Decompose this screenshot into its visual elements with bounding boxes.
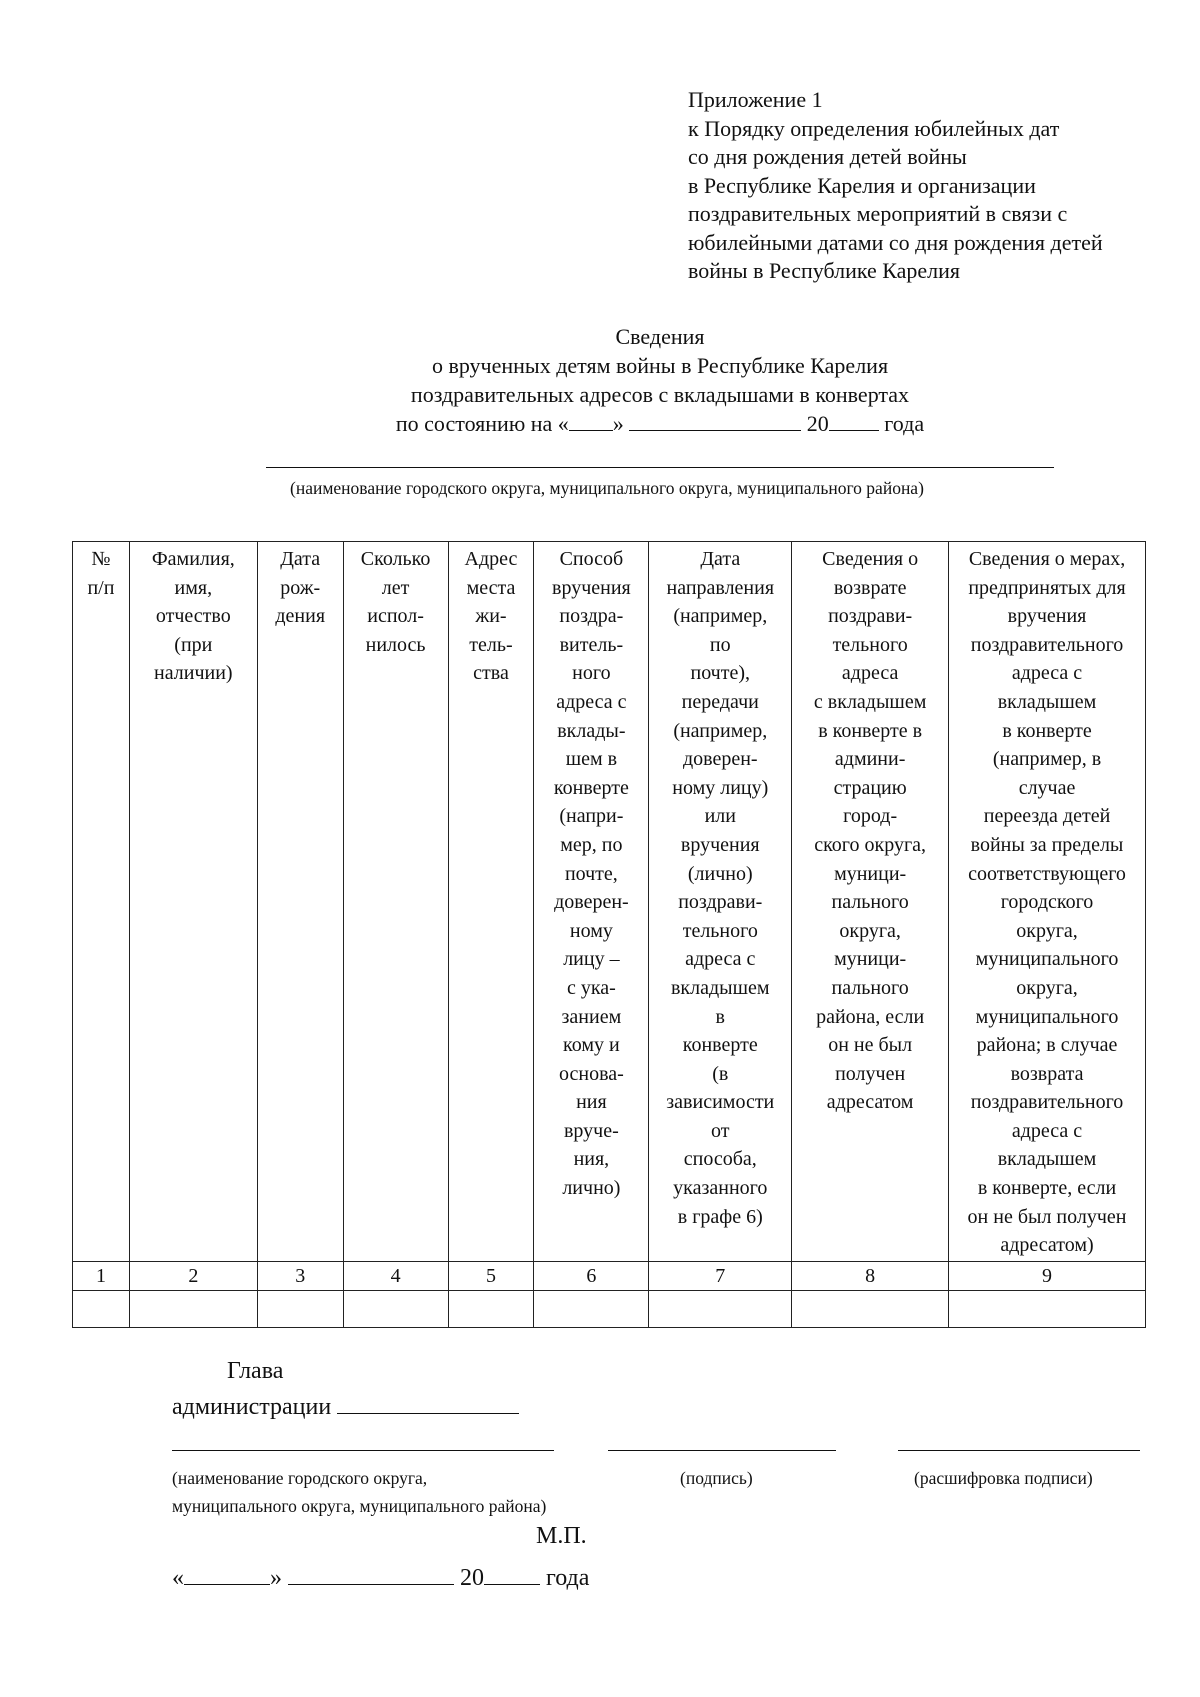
header-text-line: (при bbox=[174, 633, 213, 656]
header-text-line: конверте bbox=[553, 776, 629, 799]
header-text-line: ния, bbox=[573, 1148, 610, 1171]
head-label: Глава bbox=[227, 1358, 284, 1384]
header-text-line: предпринятых для bbox=[968, 576, 1126, 599]
header-text-line: с ука- bbox=[566, 976, 616, 999]
header-text-line: адреса с bbox=[1011, 1119, 1083, 1142]
column-header-4 bbox=[343, 542, 448, 1262]
column-number: 4 bbox=[343, 1262, 448, 1291]
header-text-line: переезда детей bbox=[983, 805, 1111, 828]
decoding-line[interactable] bbox=[898, 1450, 1140, 1451]
header-text-line: вклады- bbox=[557, 719, 626, 742]
title-line-3: поздравительных адресов с вкладышами в конвертах bbox=[410, 382, 910, 407]
table-cell[interactable] bbox=[343, 1291, 448, 1328]
header-text-line: или bbox=[704, 805, 736, 828]
header-text-line: муници- bbox=[834, 948, 907, 971]
municipality-signature-line[interactable] bbox=[172, 1450, 554, 1451]
date-century: 20 bbox=[806, 411, 829, 436]
header-text-line: № bbox=[91, 548, 111, 570]
header-text-line: поздрави- bbox=[678, 891, 763, 914]
column-number: 5 bbox=[448, 1262, 534, 1291]
column-header-5 bbox=[448, 542, 534, 1262]
header-text-line: ному bbox=[569, 919, 613, 942]
header-text-line: занием bbox=[561, 1005, 622, 1028]
header-text-line: возврата bbox=[1010, 1062, 1084, 1085]
header-text-line: ния bbox=[576, 1091, 607, 1114]
header-text-line: рож- bbox=[280, 576, 321, 599]
title-line-4 bbox=[0, 409, 1200, 438]
municipality-line[interactable] bbox=[266, 467, 1054, 468]
header-text-line: (в bbox=[712, 1062, 729, 1085]
sig-year-blank[interactable] bbox=[484, 1562, 540, 1585]
header-text-line: возврате bbox=[833, 576, 907, 599]
sig-month-blank[interactable] bbox=[288, 1562, 454, 1585]
header-text-line: почте, bbox=[564, 862, 618, 885]
header-text-line: отчество bbox=[155, 605, 231, 628]
header-text-line: (лично) bbox=[687, 862, 753, 885]
sig-day-blank[interactable] bbox=[184, 1562, 270, 1585]
column-number: 1 bbox=[73, 1262, 130, 1291]
header-text-line: он не был получен bbox=[967, 1205, 1127, 1228]
date-mid-1: » bbox=[612, 411, 624, 436]
decoding-caption: (расшифровка подписи) bbox=[914, 1468, 1093, 1488]
header-text-line: лицу – bbox=[563, 948, 620, 971]
header-text-line: адреса с bbox=[556, 690, 627, 713]
year-blank[interactable] bbox=[829, 410, 879, 431]
column-number-row bbox=[73, 1262, 1146, 1291]
signature-date bbox=[172, 1562, 589, 1592]
appendix-line: к Порядку определения юбилейных дат bbox=[688, 115, 1060, 141]
header-text-line: способа, bbox=[683, 1148, 757, 1171]
header-text-line: случае bbox=[1018, 776, 1076, 799]
sig-date-suffix: года bbox=[546, 1565, 590, 1591]
header-text-line: админи- bbox=[834, 748, 906, 771]
header-text-line: лично) bbox=[562, 1177, 621, 1200]
sig-date-century: 20 bbox=[460, 1565, 484, 1591]
appendix-block bbox=[688, 86, 1103, 286]
header-text-line: нилось bbox=[365, 633, 426, 656]
header-text-line: муници- bbox=[834, 862, 907, 885]
header-text-line: вкладышем bbox=[997, 690, 1097, 713]
signature-caption: (подпись) bbox=[680, 1468, 753, 1488]
header-text-line: поздра- bbox=[559, 605, 624, 628]
header-text-line: адреса с bbox=[685, 948, 756, 971]
sig-date-mid-1: » bbox=[270, 1565, 282, 1591]
title-line-2: о врученных детям войны в Республике Карелия bbox=[431, 353, 889, 378]
header-text-line: адресатом bbox=[826, 1091, 914, 1114]
header-text-line: адреса bbox=[841, 662, 899, 685]
header-text-line: доверен- bbox=[682, 748, 758, 771]
stamp-place: М.П. bbox=[536, 1523, 587, 1549]
header-text-line: шем в bbox=[565, 748, 618, 771]
header-text-line: района, если bbox=[816, 1005, 925, 1028]
header-text-line: Адрес bbox=[464, 548, 518, 570]
header-text-line: он не был bbox=[828, 1034, 913, 1057]
appendix-line: в Республике Карелия и организации bbox=[688, 172, 1036, 198]
header-text-line: округа, bbox=[839, 919, 901, 942]
column-number: 7 bbox=[649, 1262, 792, 1291]
header-text-line: зависимости bbox=[666, 1091, 775, 1114]
appendix-line: со дня рождения детей войны bbox=[688, 144, 967, 169]
table-cell[interactable] bbox=[649, 1291, 792, 1328]
municipality-caption: (наименование городского округа, муниципального округа, муниципального района) bbox=[290, 478, 924, 498]
header-text-line: витель- bbox=[559, 633, 624, 656]
header-text-line: муниципального bbox=[975, 1005, 1119, 1028]
header-text-line: места bbox=[466, 576, 516, 599]
column-header-2 bbox=[129, 542, 257, 1262]
table-cell[interactable] bbox=[448, 1291, 534, 1328]
header-text-line: получен bbox=[835, 1062, 906, 1085]
title-line-1: Сведения bbox=[615, 324, 705, 349]
header-text-line: Сведения о мерах, bbox=[968, 548, 1126, 570]
date-suffix: года bbox=[884, 411, 925, 436]
header-text-line: лет bbox=[381, 576, 410, 599]
appendix-line: войны в Республике Карелия bbox=[688, 258, 961, 283]
header-text-line: адресатом) bbox=[1000, 1234, 1094, 1257]
header-text-line: жи- bbox=[475, 605, 507, 628]
header-text-line: в конверте bbox=[1002, 719, 1092, 742]
column-header-3 bbox=[257, 542, 343, 1262]
table-cell[interactable] bbox=[534, 1291, 649, 1328]
header-text-line: (например, bbox=[673, 605, 768, 628]
header-text-line: в конверте в bbox=[818, 719, 923, 742]
header-text-line: по bbox=[709, 633, 731, 656]
header-text-line: муниципального bbox=[975, 948, 1119, 971]
header-text-line: городского bbox=[1000, 891, 1094, 914]
administration-text: администрации bbox=[172, 1394, 332, 1420]
header-text-line: поздравительного bbox=[970, 633, 1124, 656]
column-number: 6 bbox=[534, 1262, 649, 1291]
header-text-line: соответствующего bbox=[968, 862, 1126, 885]
column-header-1 bbox=[73, 542, 130, 1262]
header-text-line: (например, в bbox=[992, 748, 1102, 771]
header-text-line: войны за пределы bbox=[970, 833, 1124, 856]
header-text-line: тельного bbox=[832, 633, 908, 656]
administration-label bbox=[172, 1391, 519, 1421]
date-prefix: по состоянию на « bbox=[395, 411, 569, 436]
appendix-line: Приложение 1 bbox=[688, 87, 823, 112]
header-text-line: поздравительного bbox=[970, 1091, 1124, 1114]
municipality-caption-2: муниципального округа, муниципального района) bbox=[172, 1496, 547, 1516]
header-text-line: поздрави- bbox=[828, 605, 913, 628]
header-text-line: указанного bbox=[673, 1177, 768, 1200]
header-text-line: округа, bbox=[1016, 976, 1078, 999]
header-text-line: с вкладышем bbox=[813, 690, 927, 713]
column-number: 9 bbox=[949, 1262, 1146, 1291]
header-text-line: наличии) bbox=[154, 662, 233, 685]
sig-date-prefix: « bbox=[172, 1565, 184, 1591]
header-text-line: вкладышем bbox=[997, 1148, 1097, 1171]
header-text-line: передачи bbox=[681, 690, 759, 713]
table-header-row bbox=[73, 542, 1146, 1262]
appendix-line: поздравительных мероприятий в связи с bbox=[688, 201, 1068, 226]
column-header-6 bbox=[534, 542, 649, 1262]
administration-blank[interactable] bbox=[337, 1391, 519, 1414]
header-text-line: страцию bbox=[833, 776, 907, 799]
header-text-line: город- bbox=[843, 805, 898, 828]
header-text-line: адреса с bbox=[1011, 662, 1083, 685]
header-text-line: имя, bbox=[174, 576, 213, 599]
header-text-line: вкладышем bbox=[670, 976, 770, 999]
header-text-line: от bbox=[711, 1119, 730, 1142]
header-text-line: вруче- bbox=[563, 1119, 619, 1142]
header-text-line: вручения bbox=[552, 576, 631, 599]
header-text-line: тель- bbox=[469, 633, 513, 656]
header-text-line: Фамилия, bbox=[151, 548, 235, 570]
header-text-line: в bbox=[715, 1005, 725, 1028]
appendix-line: юбилейными датами со дня рождения детей bbox=[688, 229, 1103, 255]
header-text-line: ному лицу) bbox=[672, 776, 769, 799]
signature-line[interactable] bbox=[608, 1450, 836, 1451]
column-number: 8 bbox=[792, 1262, 949, 1291]
column-number: 3 bbox=[257, 1262, 343, 1291]
month-blank[interactable] bbox=[629, 410, 801, 431]
column-header-8 bbox=[792, 542, 949, 1262]
header-text-line: пального bbox=[831, 891, 909, 914]
header-text-line: вручения bbox=[1007, 605, 1087, 628]
header-text-line: Способ bbox=[559, 548, 624, 570]
document-title bbox=[0, 322, 1200, 438]
header-text-line: п/п bbox=[87, 576, 115, 599]
header-text-line: в конверте, если bbox=[977, 1177, 1117, 1200]
header-text-line: дения bbox=[275, 605, 326, 628]
header-text-line: района; в случае bbox=[976, 1034, 1118, 1057]
header-text-line: тельного bbox=[682, 919, 758, 942]
header-text-line: округа, bbox=[1016, 919, 1078, 942]
column-number: 2 bbox=[129, 1262, 257, 1291]
header-text-line: (напри- bbox=[559, 805, 624, 828]
header-text-line: основа- bbox=[558, 1062, 624, 1085]
header-text-line: Дата bbox=[700, 548, 741, 570]
header-text-line: Дата bbox=[280, 548, 321, 570]
municipality-caption-1: (наименование городского округа, bbox=[172, 1468, 428, 1488]
header-text-line: Сведения о bbox=[822, 548, 919, 570]
column-header-9 bbox=[949, 542, 1146, 1262]
day-blank[interactable] bbox=[569, 410, 613, 431]
header-text-line: почте), bbox=[690, 662, 751, 685]
header-text-line: доверен- bbox=[554, 891, 629, 914]
header-text-line: в графе 6) bbox=[677, 1205, 763, 1228]
header-text-line: направления bbox=[666, 576, 775, 599]
table-cell[interactable] bbox=[129, 1291, 257, 1328]
header-text-line: испол- bbox=[367, 605, 424, 628]
header-text-line: Сколько bbox=[360, 548, 431, 570]
header-text-line: ного bbox=[572, 662, 611, 685]
header-text-line: кому и bbox=[563, 1034, 620, 1057]
table-cell[interactable] bbox=[73, 1291, 130, 1328]
header-text-line: (например, bbox=[673, 719, 768, 742]
header-text-line: ства bbox=[473, 662, 509, 685]
data-table bbox=[72, 541, 1146, 1328]
table-cell[interactable] bbox=[949, 1291, 1146, 1328]
table-cell[interactable] bbox=[257, 1291, 343, 1328]
header-text-line: мер, по bbox=[560, 833, 623, 856]
table-cell[interactable] bbox=[792, 1291, 949, 1328]
table-row bbox=[73, 1291, 1146, 1328]
header-text-line: вручения bbox=[680, 833, 760, 856]
header-text-line: пального bbox=[831, 976, 909, 999]
header-text-line: ского округа, bbox=[814, 833, 927, 856]
column-header-7 bbox=[649, 542, 792, 1262]
header-text-line: конверте bbox=[682, 1034, 758, 1057]
